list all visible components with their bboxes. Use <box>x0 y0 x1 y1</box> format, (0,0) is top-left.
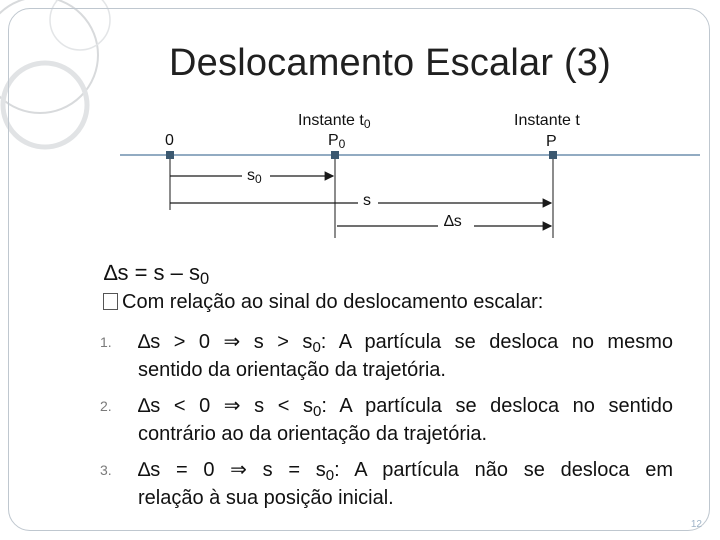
s-label: s <box>363 192 371 209</box>
instant-t0-label: Instante $t_0$ <box>298 112 371 131</box>
p-label: P <box>546 133 557 150</box>
displacement-formula: $\Delta s = s - s_0$ <box>104 260 210 289</box>
list-item-2-line1: ∆s < 0 ⇒ $s < s_0$: A partícula se desloca no sentido <box>138 395 673 420</box>
bullet-icon <box>103 293 118 310</box>
instant-t-label: Instante t <box>514 112 580 129</box>
item-number: 2. <box>100 398 112 414</box>
s0-label: $s_0$ <box>247 167 262 186</box>
list-item-2-line2: contrário ao da orientação da trajetória. <box>138 423 488 445</box>
item-number: 3. <box>100 462 112 478</box>
list-item-1-line1: ∆s > 0 ⇒ $s > s_0$: A partícula se desloca no mesmo <box>138 331 674 356</box>
p0-label: $P_0$ <box>328 132 346 151</box>
list-item-3-line1: ∆s = 0 ⇒ $s = s_0$: A partícula não se desloca em <box>138 459 673 484</box>
origin-label: 0 <box>165 132 174 149</box>
p0-marker <box>331 151 339 159</box>
page-number: 12 <box>690 519 702 530</box>
slide-title: Deslocamento Escalar (3) <box>169 42 611 84</box>
p-marker <box>549 151 557 159</box>
list-item-3-line2: relação à sua posição inicial. <box>138 487 394 509</box>
list-item-1-line2: sentido da orientação da trajetória. <box>138 359 446 381</box>
item-number: 1. <box>100 334 112 350</box>
delta-s-label: ∆s <box>444 213 462 230</box>
intro-bullet: Com relação ao sinal do deslocamento escalar: <box>103 291 543 314</box>
origin-marker <box>166 151 174 159</box>
